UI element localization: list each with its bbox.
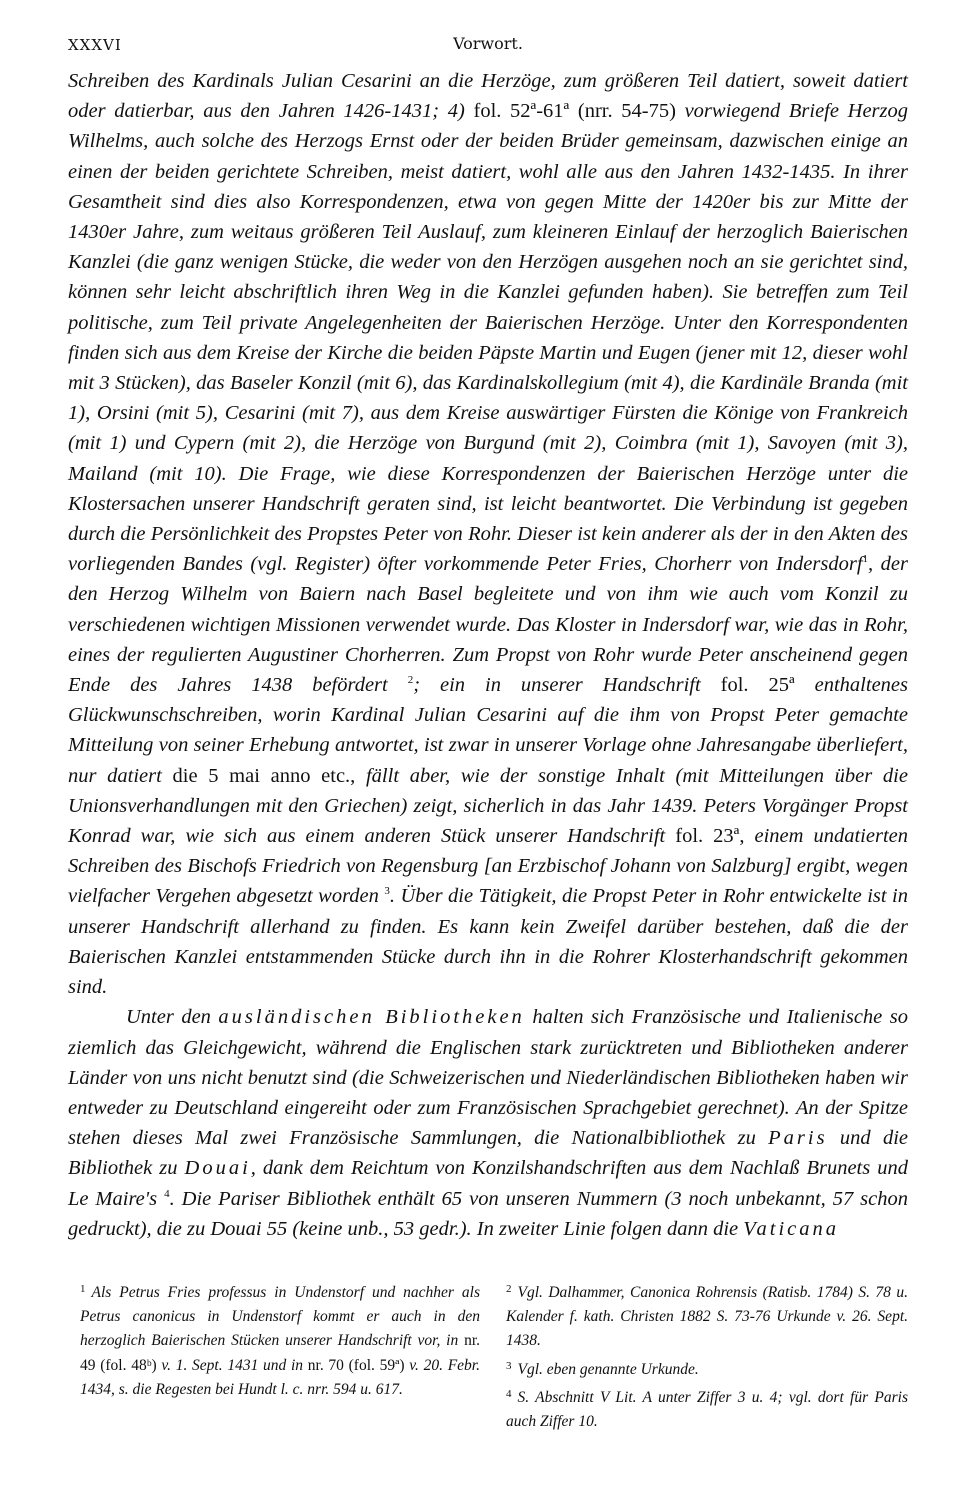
folio-reference: fol. 25ª — [720, 674, 795, 697]
footnote-marker[interactable]: 2 — [407, 674, 414, 687]
footnote-text: v. 20. Febr. 1434, s. die Regesten bei Hundt l. c. nrr. 594 u. 617. — [80, 1356, 480, 1398]
spaced-term: Vaticana — [743, 1217, 839, 1240]
text-run: , der den Herzog Wilhelm von Baiern nach Basel begleitete und von ihm wie auch vom Konzil zu verschiedenen wichtigen Missionen verwendet wurde. Das Kloster in Indersdorf war, wie das in Rohr, eines der regulierten Augustiner Chorherren. Zum Propst von Rohr wurde Peter anscheinend gegen Ende des Jahres 1438 befördert — [68, 553, 908, 697]
footnote-3 — [506, 1354, 908, 1382]
footnote-1 — [80, 1277, 480, 1402]
footnote-marker[interactable]: 1 — [862, 553, 869, 566]
footnote-number: 1 — [80, 1283, 86, 1295]
footnote-text: Als Petrus Fries professus in Undenstorf und nachher als Petrus canonicus in Undenstorf kommt er auch in den herzoglich Baierischen Stücken unserer Handschrift vor, in — [80, 1284, 480, 1350]
text-run: , dank dem Reichtum von Konzilshandschriften aus dem Nachlaß Brunets und Le Maire's — [68, 1157, 908, 1210]
footnote-column-left — [80, 1277, 480, 1402]
footnote-column-right — [506, 1277, 908, 1434]
running-title: Vorwort. — [453, 34, 523, 53]
footnote-number: 4 — [506, 1387, 512, 1400]
text-run: . Die Pariser Bibliothek enthält 65 von unseren Nummern (3 noch unbekannt, 57 schon gedruckt), die zu Douai 55 (keine unb., 53 gedr.). In zweiter Linie folgen dann die — [68, 1187, 908, 1240]
footnote-text: Vgl. eben genannte Urkunde. — [517, 1360, 699, 1378]
footnote-text: Vgl. Dalhammer, Canonica Rohrensis (Ratisb. 1784) S. 78 u. Kalender f. kath. Christen 1882 S. 73-76 Urkunde v. 26. Sept. 1438. — [506, 1284, 908, 1350]
footnote-number: 2 — [506, 1283, 512, 1295]
folio-reference: fol. 23ª, — [675, 825, 745, 848]
text-run: . Über die Tätigkeit, die Propst Peter in Rohr entwickelte ist in unserer Handschrift allerhand zu finden. Es kann kein Zweifel darüber bestehen, daß die der Baierischen Kanzlei entstammenden Stücke durch ihn in die Rohrer Klosterhandschrift gekommen sind. — [68, 885, 909, 999]
footnote-reference: nr. 70 (fol. 59ª) — [307, 1356, 405, 1374]
footnote-marker[interactable]: 3 — [384, 885, 390, 898]
footnote-number: 3 — [506, 1359, 512, 1372]
text-run: Schreiben des Kardinals Julian Cesarini an die Herzöge, zum größeren Teil datiert, soweit datiert oder datierbar, aus den Jahren 1426-1431; 4) — [68, 70, 908, 123]
text-run: Unter den — [126, 1006, 211, 1029]
page-number: XXXVI — [68, 36, 122, 54]
text-run: fällt aber, wie der sonstige Inhalt (mit Mitteilungen über die Unionsverhandlungen mit den Griechen) zeigt, sicherlich in das Jahr 1439. Peters Vorgänger Propst Konrad war, wie sich aus einem anderen Stück unserer Handschrift — [68, 764, 908, 848]
paragraph — [68, 1002, 908, 1244]
text-run: enthaltenes Glückwunschschreiben, worin Kardinal Julian Cesarini auf die ihm von Propst Peter gemachte Mitteilung von seiner Erhebung antwortet, ist zwar in unserer Vorlage ohne Jahresangabe überliefert, nur datiert — [68, 674, 909, 787]
text-run: einem undatierten Schreiben des Bischofs Friedrich von Regensburg [an Erzbischof Johann von Salzburg] ergibt, wegen vielfacher Vergehen abgesetzt worden — [68, 825, 908, 908]
text-run: vorwiegend Briefe Herzog Wilhelms, auch solche des Herzogs Ernst oder der beiden Brüder gemeinsam, dazwischen einige an einen der beiden gerichtete Schreiben, meist datiert, wohl alle aus den Jahren 1432-1435. In ihrer Gesamtheit sind dies also Korrespondenzen, etwa von gegen Mitte der 1420er bis zur Mitte der 1430er Jahre, zum weitaus größeren Teil Auslauf, zum kleineren Einlauf der herzoglich Baierischen Kanzlei (die ganz wenigen Stücke, die weder von den Herzögen ausgehen noch an sie gerichtet sind, können sehr leicht abschriftlich ihren Weg in die Kanzlei gefunden haben). Sie betreffen zum Teil politische, zum Teil private Angelegenheiten der Baierischen Herzöge. Unter den Korrespondenten finden sich aus dem Kreise der Kirche die beiden Päpste Martin und Eugen (jener mit 12, dieser wohl mit 3 Stücken), das Baseler Konzil (mit 6), das Kardinalskollegium (mit 4), die Kardinäle Branda (mit 1), Orsini (mit 5), Cesarini (mit 7), aus dem Kreise auswärtiger Fürsten die Könige von Frankreich (mit 1) und Cypern (mit 2), die Herzöge von Burgund (mit 2), Coimbra (mit 1), Savoyen (mit 3), Mailand (mit 10). Die Frage, wie diese Korrespondenzen der Baierischen Herzöge unter die Klostersachen unserer Handschrift geraten sind, ist leicht beantwortet. Die Verbindung ist gegeben durch die Persönlichkeit des Propstes Peter von Rohr. Dieser ist kein anderer als der in den Akten des vorliegenden Bandes (vgl. Register) öfter vorkommende Peter Fries, Chorherr von Indersdorf — [68, 100, 908, 576]
date-reference: die 5 mai anno etc., — [172, 764, 356, 787]
spaced-term: Douai — [184, 1157, 251, 1180]
main-text — [68, 66, 908, 1244]
footnote-reference: nr. 49 (fol. 48ᵇ) — [80, 1332, 480, 1374]
footnote-text: S. Abschnitt V Lit. A unter Ziffer 3 u. 4; vgl. dort für Paris auch Ziffer 10. — [506, 1388, 908, 1431]
text-run: und die Bibliothek zu — [68, 1127, 909, 1180]
footnote-marker[interactable]: 4 — [164, 1187, 170, 1200]
footnote-2 — [506, 1277, 908, 1354]
spaced-term: ausländischen Bibliotheken — [218, 1006, 525, 1029]
paragraph — [68, 66, 908, 1002]
running-header — [68, 34, 908, 58]
spaced-term: Paris — [768, 1127, 828, 1150]
footnote-4 — [506, 1382, 908, 1434]
text-run: halten sich Französische und Italienische so ziemlich das Gleichgewicht, während die Englischen stark zurücktreten und Bibliotheken anderer Länder von uns nicht benutzt sind (die Schweizerischen und Niederländischen Bibliotheken haben wir entweder zu Deutschland eingereiht oder zum Französischen Sprachgebiet gerechnet). An der Spitze stehen dieses Mal zwei Französische Sammlungen, die Nationalbibliothek zu — [68, 1006, 908, 1150]
footnote-text: v. 1. Sept. 1431 und in — [161, 1356, 304, 1374]
text-run: ; ein in unserer Handschrift — [413, 674, 701, 697]
folio-reference: fol. 52ª-61ª (nrr. 54-75) — [473, 100, 676, 123]
